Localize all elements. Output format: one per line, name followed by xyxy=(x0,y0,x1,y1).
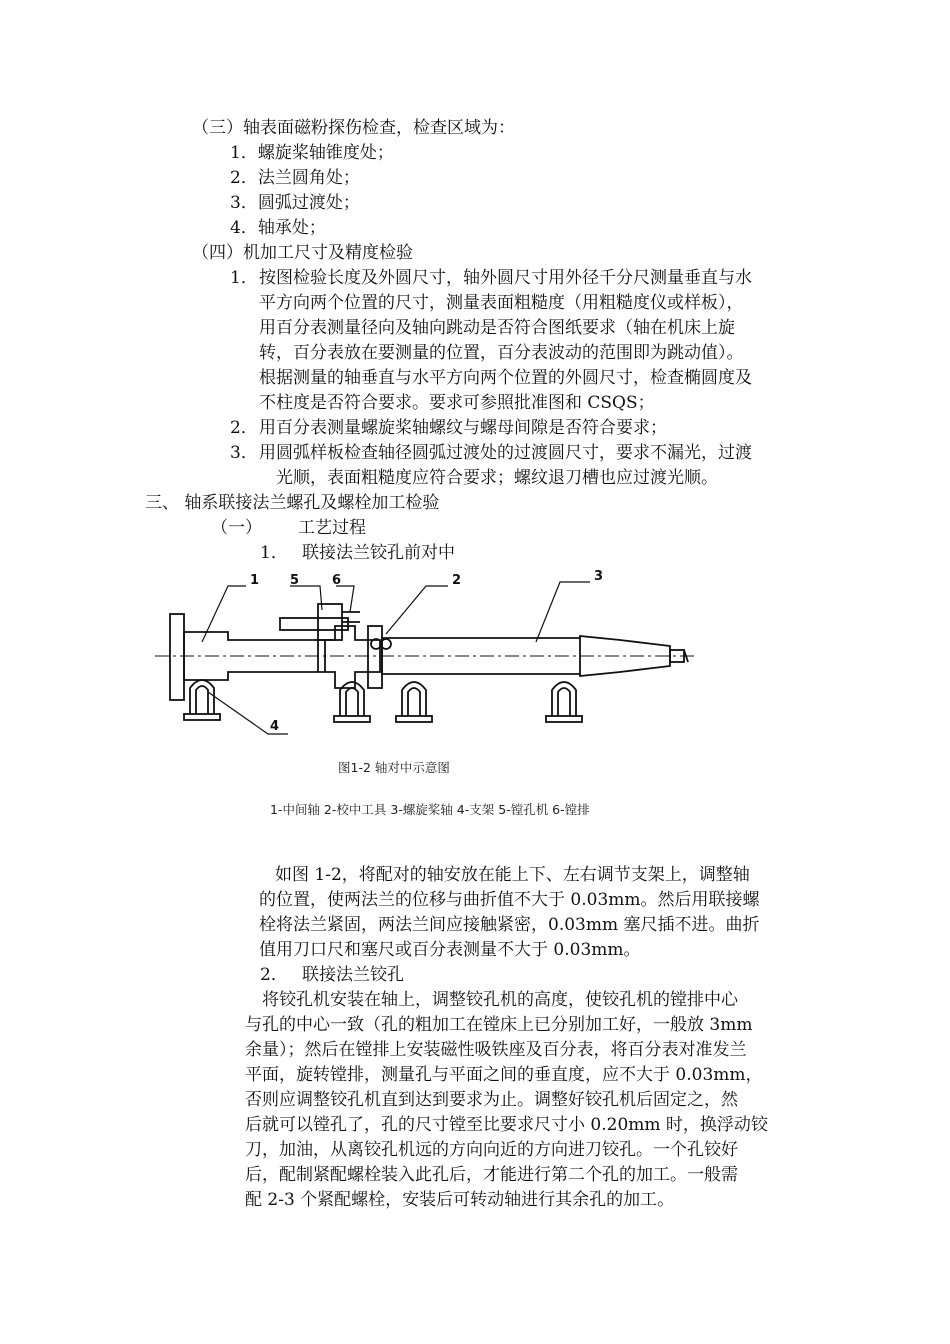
figure-label-5: 5 xyxy=(290,573,300,588)
list-number: 1． xyxy=(230,268,258,288)
list-text: 螺旋桨轴锥度处； xyxy=(257,143,394,163)
section-3-title: （三）轴表面磁粉探伤检查，检查区域为： xyxy=(192,118,515,138)
figure-label-1: 1 xyxy=(250,573,260,588)
paragraph-line: 配 2-3 个紧配螺栓，安装后可转动轴进行其余孔的加工。 xyxy=(245,1190,675,1210)
list-number: 1． xyxy=(230,143,258,163)
list-item xyxy=(230,166,360,190)
list-number: 3． xyxy=(230,193,258,213)
part-3-title: 三、 轴系联接法兰螺孔及螺栓加工检验 xyxy=(145,493,440,513)
list-item xyxy=(230,141,394,165)
figure-label-4: 4 xyxy=(270,719,280,734)
paragraph-line: 平方向两个位置的尺寸，测量表面粗糙度（用粗糙度仪或样板）， xyxy=(259,293,744,313)
paragraph-line: 值用刀口尺和塞尺或百分表测量不大于 0.03mm。 xyxy=(259,940,641,960)
paragraph-line: 刀，加油，从离铰孔机远的方向向近的方向进刀铰孔。一个孔铰好 xyxy=(245,1140,738,1160)
paragraph-line: 栓将法兰紧固，两法兰间应接触紧密，0.03mm 塞尺插不进。曲折 xyxy=(259,915,760,935)
list-number: 3． xyxy=(230,443,258,463)
list-item xyxy=(230,191,360,215)
paragraph-line: 如图 1-2，将配对的轴安放在能上下、左右调节支架上，调整轴 xyxy=(275,865,750,885)
figure-caption: 图1-2 轴对中示意图 xyxy=(338,760,450,775)
step-title: 联接法兰铰孔前对中 xyxy=(302,543,455,563)
step-number: 1． xyxy=(260,543,288,563)
paragraph-line: 将铰孔机安装在轴上，调整铰孔机的高度，使铰孔机的镗排中心 xyxy=(262,990,738,1010)
list-text: 圆弧过渡处； xyxy=(257,193,360,213)
paragraph-line: 的位置，使两法兰的位移与曲折值不大于 0.03mm。然后用联接螺 xyxy=(259,890,760,910)
paragraph-line: 余量）；然后在镗排上安装磁性吸铁座及百分表，将百分表对准发兰 xyxy=(245,1040,747,1060)
paragraph-line: 与孔的中心一致（孔的粗加工在镗床上已分别加工好，一般放 3mm xyxy=(245,1015,753,1035)
step-title: 联接法兰铰孔 xyxy=(302,965,404,985)
paragraph-line: 否则应调整铰孔机直到达到要求为止。调整好铰孔机后固定之，然 xyxy=(245,1090,738,1110)
list-text: 轴承处； xyxy=(257,218,326,238)
section-4-title: （四）机加工尺寸及精度检验 xyxy=(192,243,413,263)
step-number: 2． xyxy=(260,965,288,985)
paragraph-line: 根据测量的轴垂直与水平方向两个位置的外圆尺寸，检查椭圆度及 xyxy=(259,368,752,388)
paragraph-line: 后，配制紧配螺栓装入此孔后，才能进行第二个孔的加工。一般需 xyxy=(245,1165,738,1185)
shaft-alignment-diagram xyxy=(150,566,710,746)
paragraph-line: 平面，旋转镗排，测量孔与平面之间的垂直度，应不大于 0.03mm， xyxy=(245,1065,763,1085)
paragraph-line: 转，百分表放在要测量的位置，百分表波动的范围即为跳动值）。 xyxy=(259,343,744,363)
paragraph-line: 光顺，表面粗糙度应符合要求；螺纹退刀槽也应过渡光顺。 xyxy=(276,468,718,488)
paragraph-line: 用百分表测量螺旋桨轴螺纹与螺母间隙是否符合要求； xyxy=(259,418,667,438)
figure-label-3: 3 xyxy=(594,569,604,584)
list-number: 4． xyxy=(230,218,258,238)
list-number: 2． xyxy=(230,168,258,188)
paragraph-line: 后就可以镗孔了，孔的尺寸镗至比要求尺寸小 0.20mm 时，换浮动铰 xyxy=(245,1115,768,1135)
figure-label-6: 6 xyxy=(332,573,342,588)
paragraph-line: 用圆弧样板检查轴径圆弧过渡处的过渡圆尺寸，要求不漏光，过渡 xyxy=(259,443,752,463)
paragraph-line: 用百分表测量径向及轴向跳动是否符合图纸要求（轴在机床上旋 xyxy=(259,318,735,338)
paragraph-line: 不柱度是否符合要求。要求可参照批准图和 CSQS； xyxy=(259,393,655,413)
paragraph-line: 按图检验长度及外圆尺寸，轴外圆尺寸用外径千分尺测量垂直与水 xyxy=(259,268,752,288)
list-number: 2． xyxy=(230,418,258,438)
list-text: 法兰圆角处； xyxy=(257,168,360,188)
subsection-title: 工艺过程 xyxy=(298,518,366,538)
list-item xyxy=(230,216,326,240)
figure-legend: 1-中间轴 2-校中工具 3-螺旋桨轴 4-支架 5-镗孔机 6-镗排 xyxy=(270,802,590,817)
subsection-number: （一） xyxy=(211,518,262,538)
figure-label-2: 2 xyxy=(452,573,462,588)
